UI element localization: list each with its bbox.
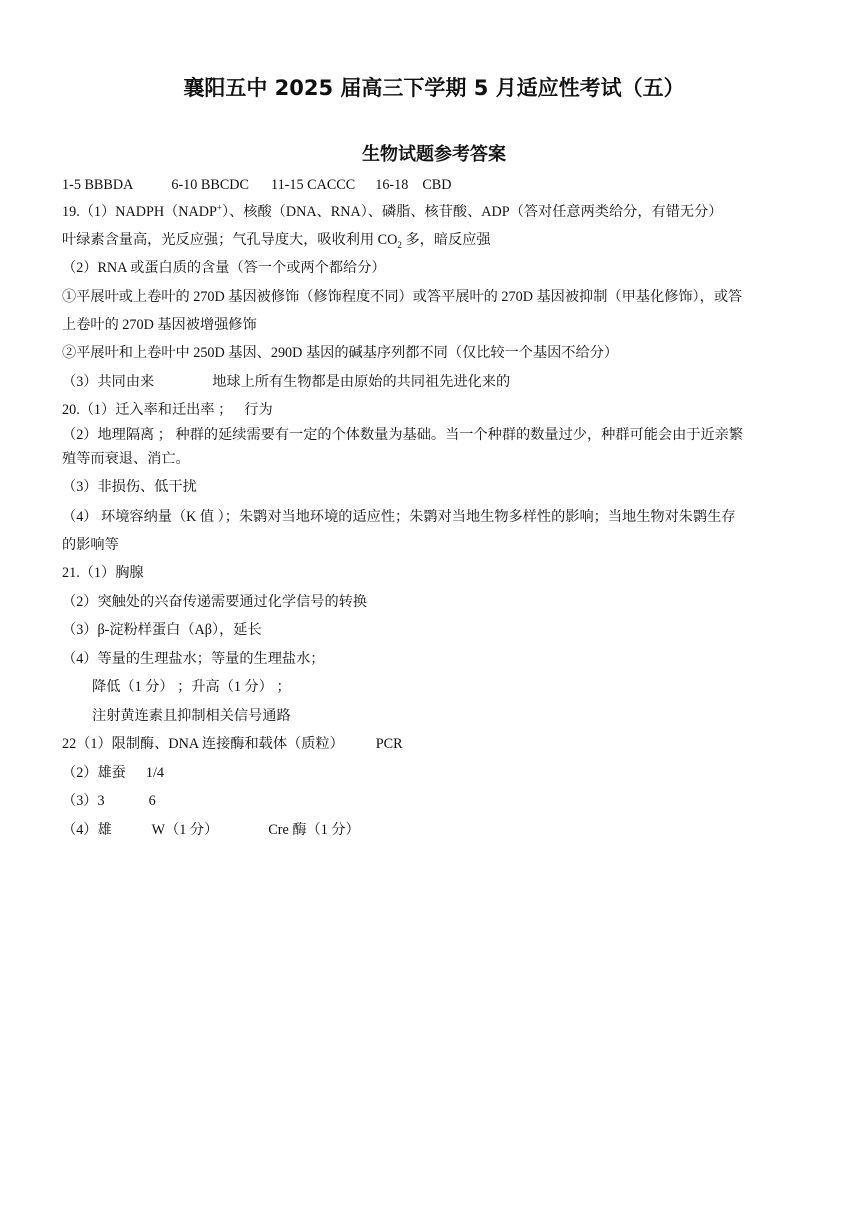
choice-group-3: 11-15 CACCC (271, 177, 356, 193)
q20-part1-a: 20.（1）迁入率和迁出率 ； (62, 402, 233, 418)
q19-part1-text-b: ）、核酸（DNA、RNA）、磷脂、核苷酸、ADP（答对任意两类给分，有错无分） (221, 204, 723, 220)
q21-part3: （3）β-淀粉样蛋白（Aβ），延长 (62, 622, 262, 638)
q22-part4-c: Cre 酶（1 分） (268, 822, 360, 838)
q19-part3-a: （3）共同由来 (62, 374, 155, 390)
q20-part1-b: 行为 (244, 402, 273, 418)
choice-answers (62, 175, 452, 195)
q19-part2-item2: ②平展叶和上卷叶中 250D 基因、290D 基因的碱基序列都不同（仅比较一个基因不给分） (62, 345, 619, 361)
q21-part4: （4）等量的生理盐水；等量的生理盐水； (62, 651, 325, 667)
choice-group-2: 6-10 BBCDC (171, 177, 249, 193)
q22-part2 (62, 763, 164, 783)
q20-part2-cont: 殖等而衰退、消亡。 (62, 451, 190, 467)
q20-part4: （4） 环境容纳量（K 值 ）；朱鹮对当地环境的适应性；朱鹮对当地生物多样性的影响；当地生物对朱鹮生存 (62, 509, 736, 525)
q22-part1-b: PCR (375, 736, 403, 752)
q20-part2: （2）地理隔离 ； 种群的延续需要有一定的个体数量为基础。当一个种群的数量过少，种群可能会由于近亲繁 (62, 427, 744, 443)
choice-group-1: 1-5 BBBDA (62, 177, 134, 193)
q22-part2-b: 1/4 (145, 765, 164, 781)
q20-part4-cont: 的影响等 (62, 537, 119, 553)
q19-part2: （2）RNA 或蛋白质的含量（答一个或两个都给分） (62, 260, 386, 276)
q21-part2: （2）突触处的兴奋传递需要通过化学信号的转换 (62, 594, 368, 610)
q22-part3-b: 6 (148, 793, 156, 809)
q22-part3 (62, 791, 156, 811)
q19-part3-b: 地球上所有生物都是由原始的共同祖先进化来的 (212, 374, 511, 390)
q22-part4-b: W（1 分） (151, 822, 219, 838)
q22-part2-a: （2）雄蚕 (62, 765, 126, 781)
q19-part1-line2-b: 多，暗反应强 (401, 232, 491, 248)
q19-subscript: 2 (397, 239, 402, 250)
q19-part2-item1: ①平展叶或上卷叶的 270D 基因被修饰（修饰程度不同）或答平展叶的 270D 基因被抑制（甲基化修饰），或答 (62, 289, 743, 305)
exam-title: 襄阳五中 2025 届高三下学期 5 月适应性考试（五） (183, 76, 685, 100)
subject-title: 生物试题参考答案 (362, 144, 506, 165)
q22-part1-a: 22（1）限制酶、DNA 连接酶和载体（质粒） (62, 736, 344, 752)
q20-part1 (62, 400, 273, 420)
q21-part1: 21.（1）胸腺 (62, 565, 144, 581)
choice-group-4: 16-18 (375, 177, 409, 193)
q22-part3-a: （3）3 (62, 793, 105, 809)
q20-part3: （3）非损伤、低干扰 (62, 479, 197, 495)
q19-part1-line2 (62, 230, 491, 250)
q22-part1 (62, 734, 403, 754)
q22-part4 (62, 820, 360, 840)
q21-part4-line2: 降低（1 分） ；升高（1 分） ； (92, 679, 291, 695)
q19-superscript: + (216, 202, 222, 213)
q21-part4-line3: 注射黄连素且抑制相关信号通路 (92, 708, 291, 724)
q19-part2-item1-cont: 上卷叶的 270D 基因被增强修饰 (62, 317, 257, 333)
q19-part3 (62, 372, 510, 392)
q19-part1-line2-a: 叶绿素含量高，光反应强；气孔导度大，吸收利用 CO (62, 232, 398, 248)
q19-part1-text-a: 19.（1）NADPH（NADP (62, 204, 217, 220)
q22-part4-a: （4）雄 (62, 822, 112, 838)
choice-group-4-answer: CBD (422, 177, 452, 193)
q19-part1 (62, 202, 723, 222)
